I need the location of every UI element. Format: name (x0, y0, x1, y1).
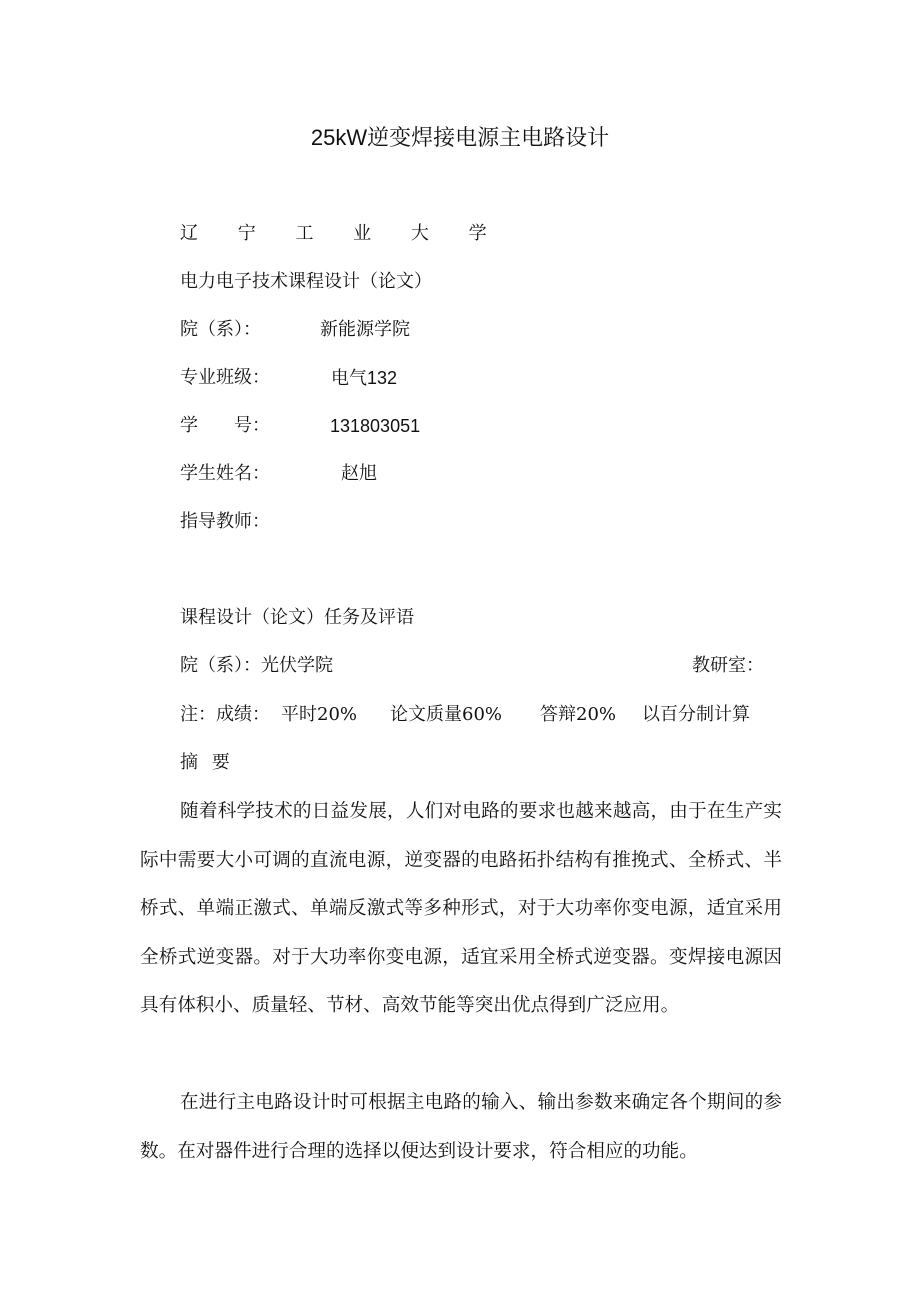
task-heading: 课程设计（论文）任务及评语 (180, 607, 414, 628)
class-value: 电气132 (331, 368, 398, 388)
dept-value: 新能源学院 (320, 319, 410, 340)
grade-quality: 论文质量60% (390, 704, 503, 725)
student-id-value: 131803051 (330, 416, 421, 436)
grade-defense: 答辩20% (540, 704, 617, 725)
grade-usual: 平时20% (281, 704, 358, 725)
abstract-paragraph-2: 在进行主电路设计时可根据主电路的输入、输出参数来确定各个期间的参数。在对器件进行合理的选择以便达到设计要求，符合相应的功能。 (140, 1092, 782, 1162)
task-dept-line: 院（系）：光伏学院 (180, 655, 333, 676)
document-title: 25kW逆变焊接电源主电路设计 (310, 125, 610, 150)
teaching-office-label: 教研室： (692, 655, 764, 676)
student-name-value: 赵旭 (341, 463, 377, 484)
dept-label: 院（系）： (180, 319, 261, 340)
course-title: 电力电子技术课程设计（论文） (180, 271, 432, 292)
abstract-heading: 摘 要 (180, 752, 234, 773)
abstract-paragraph-1: 随着科学技术的日益发展，人们对电路的要求也越来越高，由于在生产实际中需要大小可调的直流电源，逆变器的电路拓扑结构有推挽式、全桥式、半桥式、单端正激式、单端反激式等多种形式，对于大功率你变电源，适宜采用全桥式逆变器。对于大功率你变电源，适宜采用全桥式逆变器。变焊接电源因具有体积小、质量轻、节材、高效节能等突出优点得到广泛应用。 (140, 801, 782, 1016)
grade-method: 以百分制计算 (642, 704, 750, 725)
advisor-label: 指导教师： (180, 511, 270, 532)
student-id-label: 学 号： (180, 415, 270, 436)
university-name: 辽 宁 工 业 大 学 (180, 223, 504, 244)
grade-note-label: 注：成绩： (180, 704, 270, 725)
class-label: 专业班级： (180, 367, 270, 388)
student-name-label: 学生姓名： (180, 463, 270, 484)
